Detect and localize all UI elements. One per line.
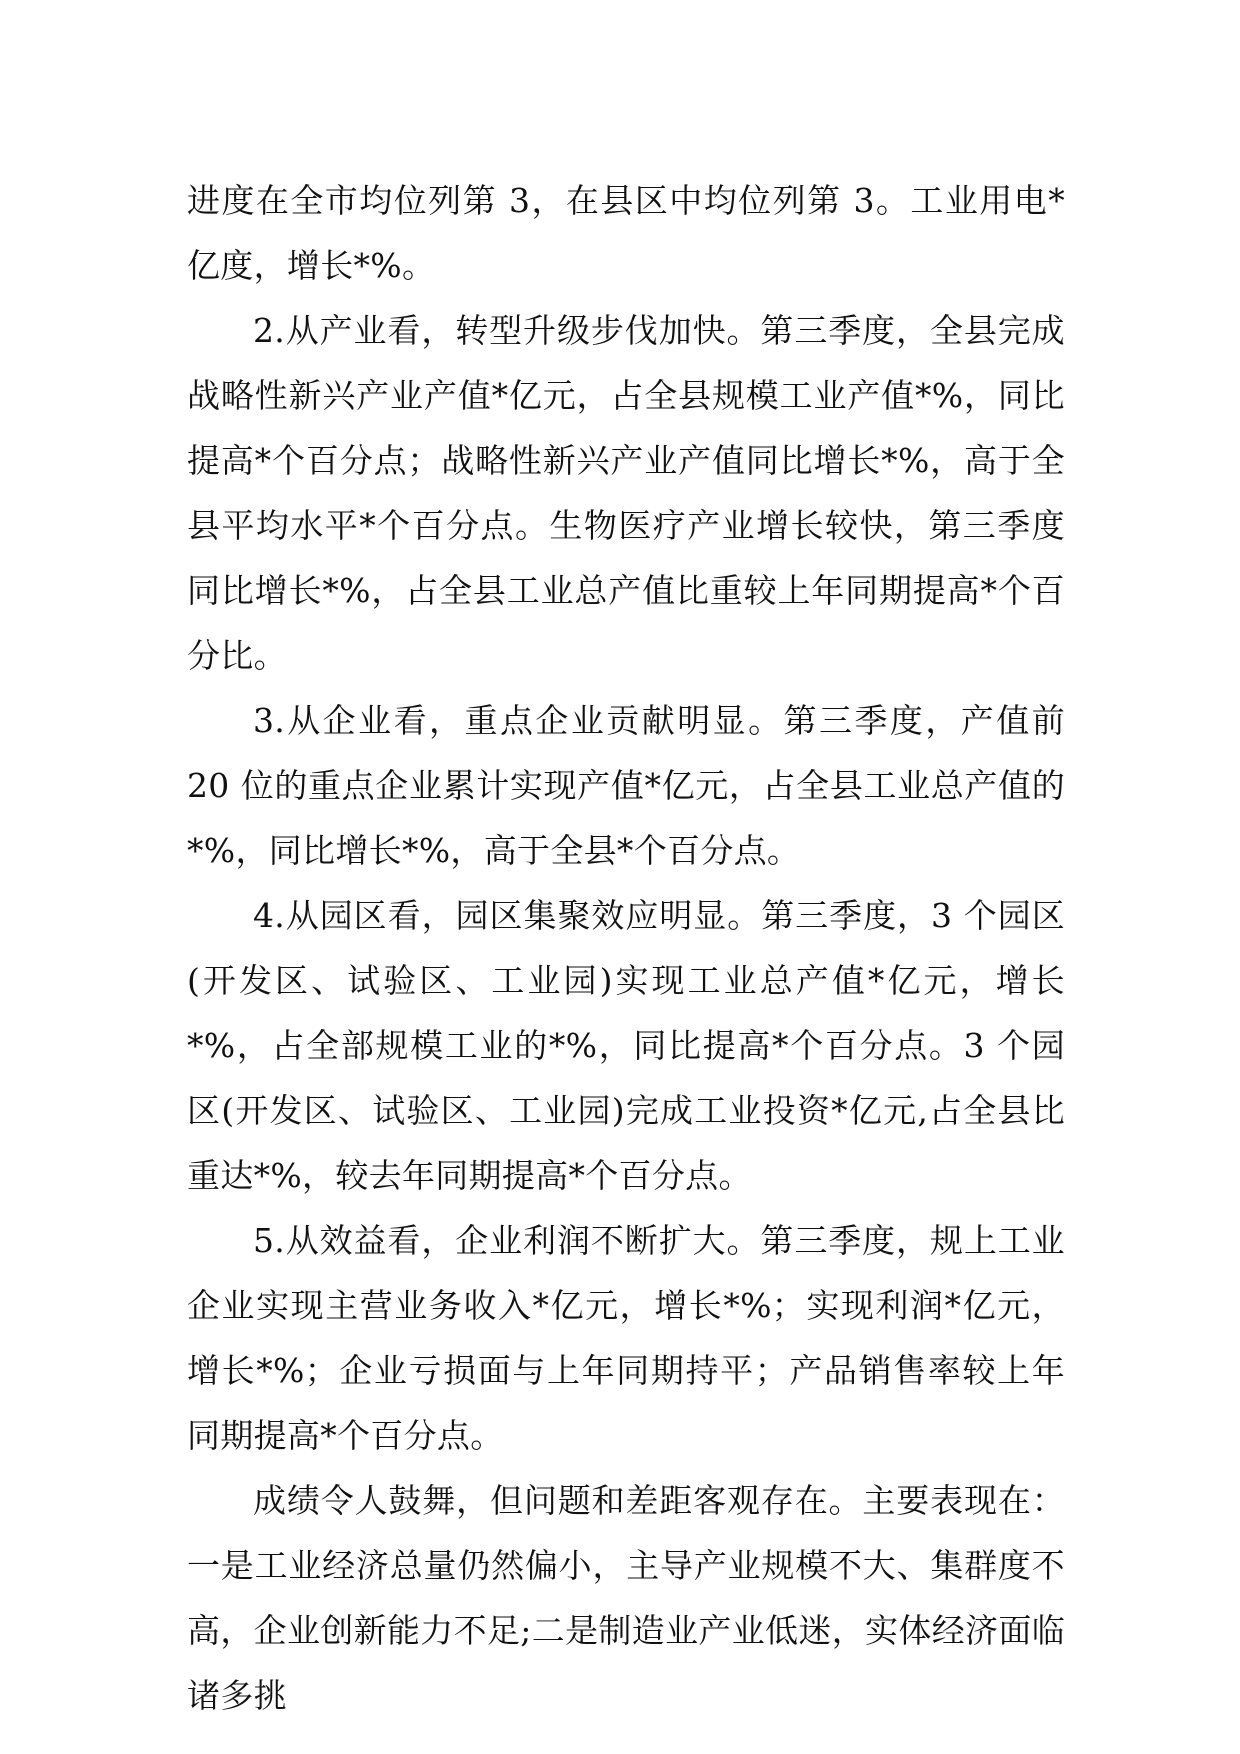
paragraph-industry: 2.从产业看，转型升级步伐加快。第三季度，全县完成战略性新兴产业产值*亿元，占全县规模工业产值*%，同比提高*个百分点；战略性新兴产业产值同比增长*%，高于全县平均水平*个百分点。生物医疗产业增长较快，第三季度同比增长*%，占全县工业总产值比重较上年同期提高*个百分比。 [187,311,1065,675]
paragraph-benefits: 5.从效益看，企业利润不断扩大。第三季度，规上工业企业实现主营业务收入*亿元，增长*%；实现利润*亿元，增长*%；企业亏损面与上年同期持平；产品销售率较上年同期提高*个百分点。 [187,1221,1065,1455]
paragraph-continuation: 进度在全市均位列第 3，在县区中均位列第 3。工业用电*亿度，增长*%。 [187,181,1065,285]
paragraph-enterprise: 3.从企业看，重点企业贡献明显。第三季度，产值前 20 位的重点企业累计实现产值*亿元，占全县工业总产值的*%，同比增长*%，高于全县*个百分点。 [187,701,1065,870]
document-body [187,168,1065,1728]
paragraph-problems: 成绩令人鼓舞，但问题和差距客观存在。主要表现在：一是工业经济总量仍然偏小，主导产业规模不大、集群度不高，企业创新能力不足;二是制造业产业低迷，实体经济面临诸多挑 [187,1481,1065,1715]
paragraph-parks: 4.从园区看，园区集聚效应明显。第三季度，3 个园区(开发区、试验区、工业园)实现工业总产值*亿元，增长*%，占全部规模工业的*%，同比提高*个百分点。3 个园区(开发区、试验区、工业园)完成工业投资*亿元,占全县比重达*%，较去年同期提高*个百分点。 [187,896,1065,1195]
